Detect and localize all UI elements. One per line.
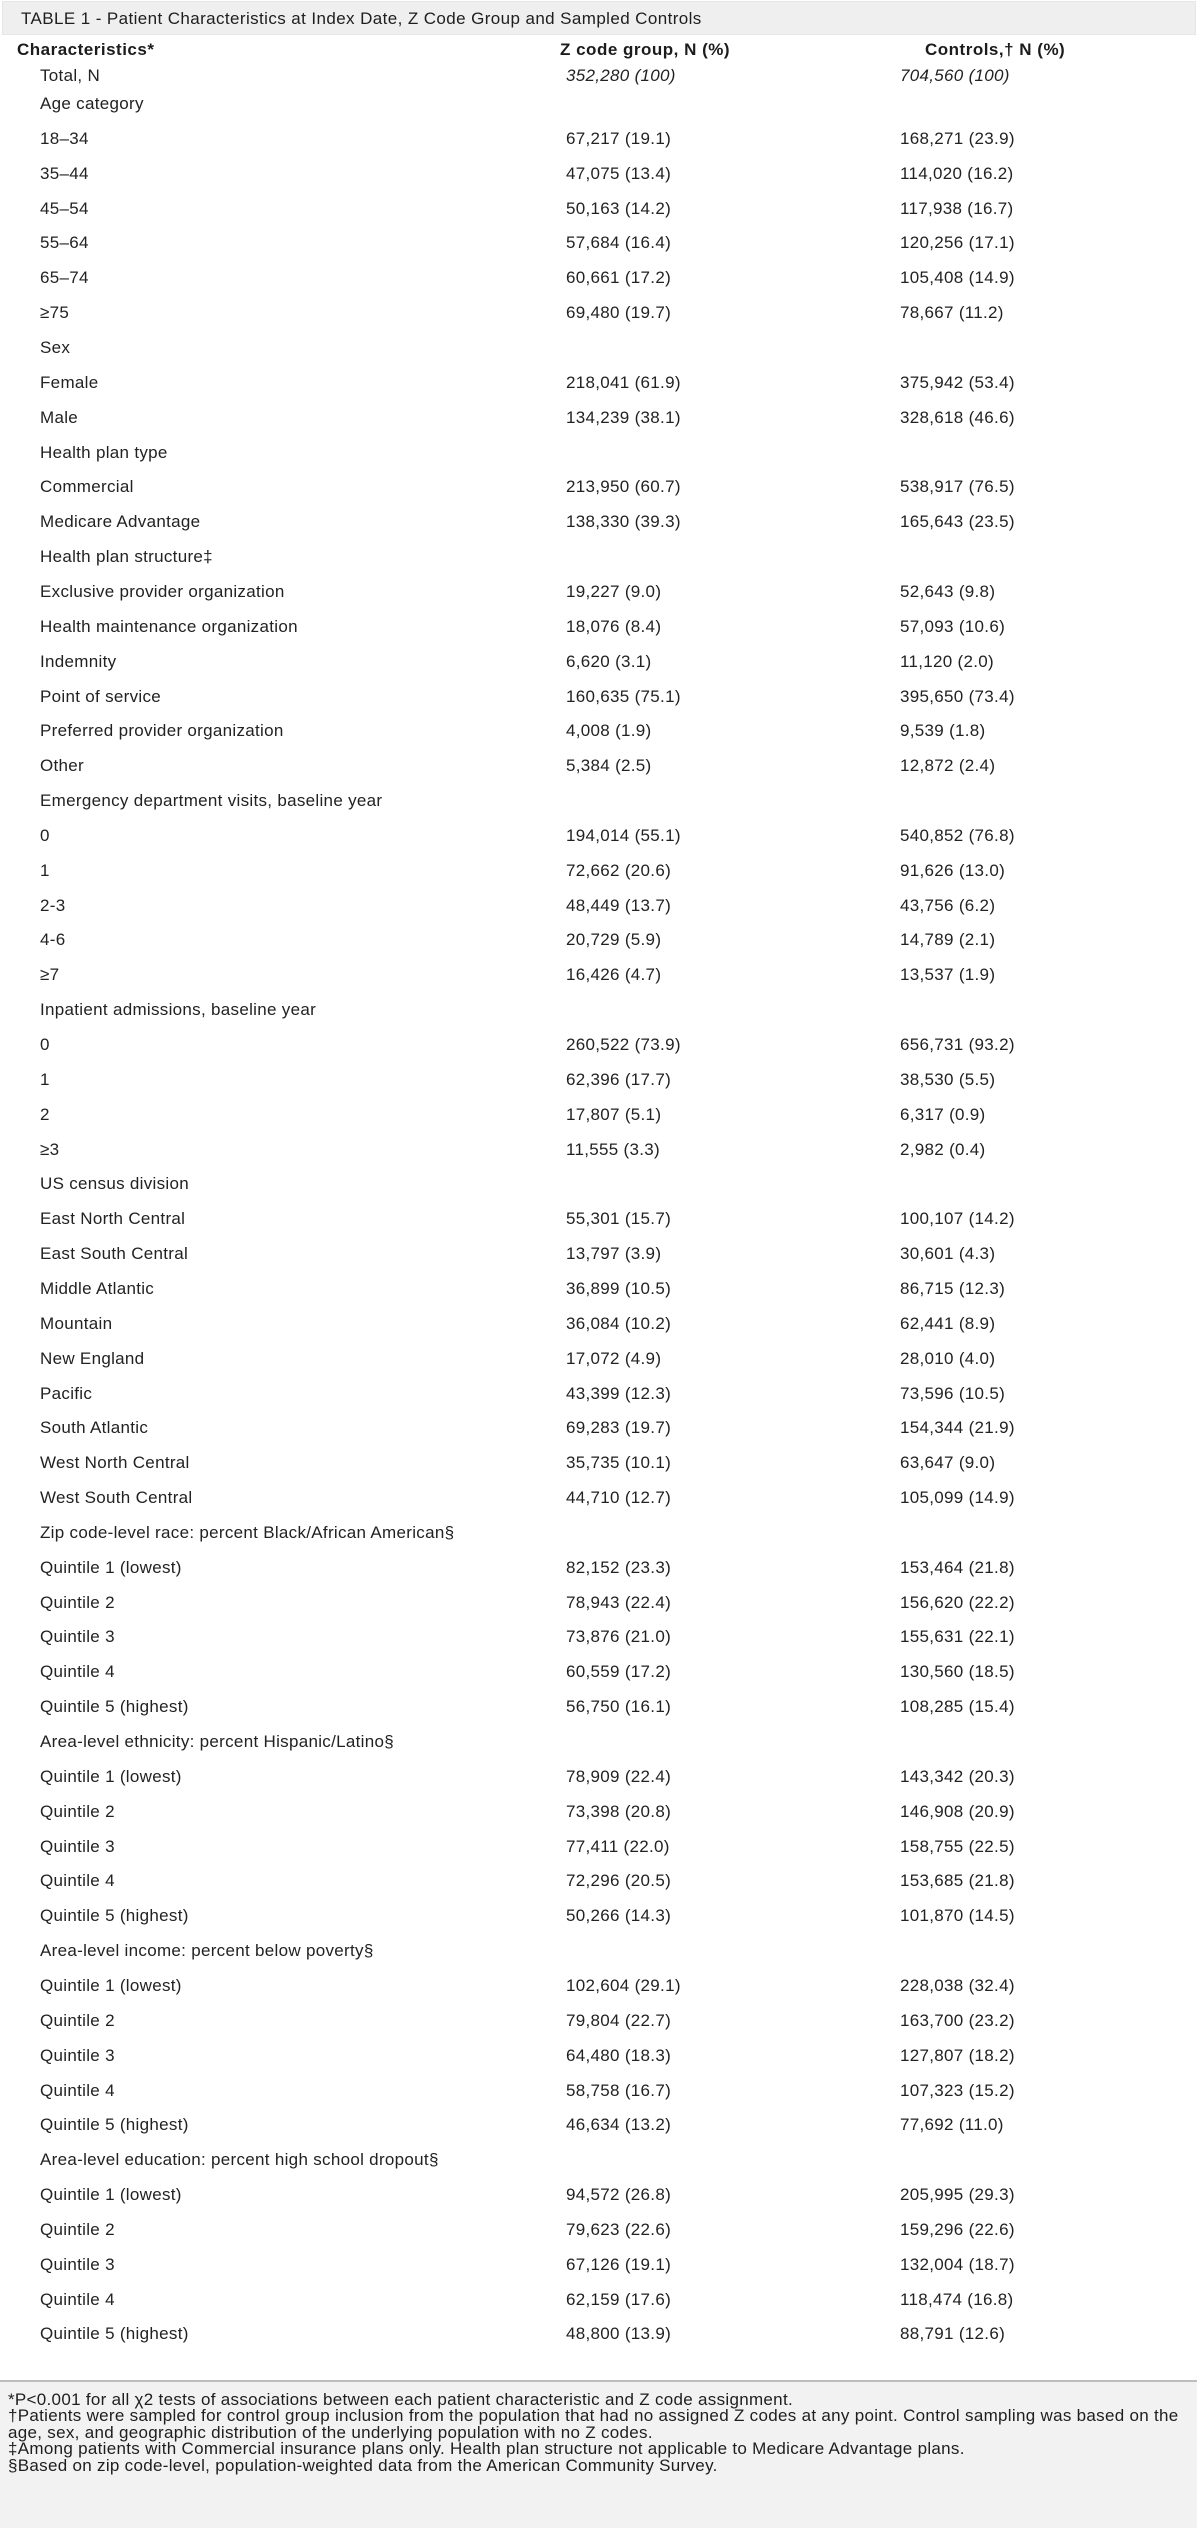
z-code-group-value: 47,075 (13.4) [566,163,672,183]
controls-value: 143,342 (20.3) [900,1766,1015,1786]
controls-value: 118,474 (16.8) [900,2289,1014,2309]
table-row [0,1139,1200,1174]
z-code-group-value: 78,943 (22.4) [566,1592,672,1612]
row-label: 35–44 [40,163,89,183]
controls-value: 2,982 (0.4) [900,1139,986,1159]
row-label: 2-3 [40,895,66,915]
table-row [0,1452,1200,1487]
table-row [0,1836,1200,1871]
z-code-group-value: 73,398 (20.8) [566,1801,672,1821]
z-code-group-value: 62,396 (17.7) [566,1069,672,1089]
table-footnotes [0,2380,1197,2528]
z-code-group-value: 82,152 (23.3) [566,1557,672,1577]
row-label: East South Central [40,1244,189,1263]
controls-value: 91,626 (13.0) [900,860,1006,880]
table-row [0,616,1200,651]
controls-value: 86,715 (12.3) [900,1278,1006,1298]
table-row [0,1034,1200,1069]
row-label: 0 [40,1035,50,1054]
z-code-group-value: 19,227 (9.0) [566,581,662,601]
controls-value: 165,643 (23.5) [900,512,1015,532]
controls-value: 132,004 (18.7) [900,2254,1015,2274]
table-row [0,198,1200,233]
row-label: Female [40,372,99,392]
controls-value: 117,938 (16.7) [900,198,1014,218]
section-header-row [0,790,1200,825]
z-code-group-value: 73,876 (21.0) [566,1627,672,1647]
z-code-group-value: 46,634 (13.2) [566,2115,672,2135]
z-code-group-value: 36,899 (10.5) [566,1278,672,1298]
controls-value: 73,596 (10.5) [900,1383,1006,1403]
controls-value: 105,408 (14.9) [900,268,1015,288]
z-code-group-value: 213,950 (60.7) [566,477,681,497]
z-code-group-value: 138,330 (39.3) [566,512,681,532]
controls-value: 163,700 (23.2) [900,2010,1015,2030]
controls-value: 538,917 (76.5) [900,477,1015,497]
row-label: Quintile 2 [40,1801,115,1821]
row-label: New England [40,1348,145,1368]
table-row [0,1801,1200,1836]
footnote-p-value: *P<0.001 for all χ2 tests of associations between each patient characteristic and Z code assignment. [8,2390,793,2409]
row-label: Quintile 2 [40,2219,115,2239]
z-code-group-value: 60,559 (17.2) [566,1662,672,1682]
table-row [0,1104,1200,1139]
controls-value: 11,120 (2.0) [900,651,995,671]
z-code-group-value: 160,635 (75.1) [566,686,681,706]
controls-value: 153,464 (21.8) [900,1557,1015,1577]
controls-value: 156,620 (22.2) [900,1592,1015,1612]
table-row [0,1208,1200,1243]
table-row [0,720,1200,755]
table-row [0,2184,1200,2219]
table-row [0,1975,1200,2010]
row-label: Quintile 3 [40,1627,115,1647]
controls-value: 130,560 (18.5) [900,1662,1015,1682]
controls-value: 63,647 (9.0) [900,1453,996,1473]
row-label: 45–54 [40,198,89,218]
row-label: Zip code-level race: percent Black/African American§ [40,1522,455,1542]
table-row [0,2289,1200,2324]
row-label: Quintile 1 (lowest) [40,2185,182,2204]
z-code-group-value: 72,662 (20.6) [566,860,672,880]
controls-value: 159,296 (22.6) [900,2219,1015,2239]
table-row [0,1905,1200,1940]
controls-value: 38,530 (5.5) [900,1069,996,1089]
row-label: Quintile 4 [40,1662,115,1682]
controls-value: 6,317 (0.9) [900,1104,986,1124]
z-code-group-value: 50,163 (14.2) [566,198,672,218]
controls-value: 153,685 (21.8) [900,1871,1015,1891]
footnote-health-plan-structure: ‡Among patients with Commercial insurance plans only. Health plan structure not applicable to Medicare Advantage plans. [8,2439,965,2459]
controls-value: 120,256 (17.1) [900,233,1015,253]
z-code-group-value: 18,076 (8.4) [566,616,662,636]
z-code-group-value: 13,797 (3.9) [566,1244,662,1263]
controls-value: 107,323 (15.2) [900,2080,1015,2100]
row-label: West South Central [40,1488,193,1507]
table-row [0,2010,1200,2045]
z-code-group-value: 57,684 (16.4) [566,233,672,253]
row-label: Quintile 1 (lowest) [40,1766,182,1786]
z-code-group-value: 69,480 (19.7) [566,303,672,323]
table-row [0,825,1200,860]
z-code-group-value: 11,555 (3.3) [566,1139,661,1159]
table-header [0,40,1200,64]
z-code-group-value: 44,710 (12.7) [566,1488,672,1507]
z-code-group-value: 48,449 (13.7) [566,895,672,915]
table-row [0,163,1200,198]
column-header-characteristics: Characteristics* [17,40,155,59]
row-label: Quintile 2 [40,2010,115,2030]
z-code-group-value: 64,480 (18.3) [566,2045,672,2065]
z-code-group-value: 134,239 (38.1) [566,407,681,427]
table-row [0,1348,1200,1383]
controls-value: 158,755 (22.5) [900,1836,1015,1856]
row-label: Health plan type [40,442,168,462]
z-code-group-value: 352,280 (100) [566,66,676,85]
controls-value: 108,285 (15.4) [900,1697,1015,1717]
table-row [0,2114,1200,2149]
z-code-group-value: 58,758 (16.7) [566,2080,672,2100]
section-header-row [0,546,1200,581]
footnote-controls-sampling: †Patients were sampled for control group inclusion from the population that had no assigned Z codes at any point. Control sampling was based on the age, sex, and geographic distribution of the underlying population with no Z codes. [8,2406,1179,2442]
controls-value: 155,631 (22.1) [900,1627,1015,1647]
table-row [0,2080,1200,2115]
z-code-group-value: 79,623 (22.6) [566,2219,672,2239]
controls-value: 154,344 (21.9) [900,1418,1015,1438]
row-label: 0 [40,825,50,845]
controls-value: 57,093 (10.6) [900,616,1006,636]
table-row [0,2219,1200,2254]
row-label: Quintile 4 [40,2080,115,2100]
row-label: Medicare Advantage [40,512,201,532]
row-label: South Atlantic [40,1418,149,1438]
table-row [0,407,1200,442]
row-label: Area-level education: percent high school dropout§ [40,2150,439,2170]
row-label: ≥7 [40,965,60,985]
table-row [0,1696,1200,1731]
controls-value: 78,667 (11.2) [900,303,1004,323]
controls-value: 205,995 (29.3) [900,2185,1015,2204]
z-code-group-value: 5,384 (2.5) [566,756,652,776]
table-row [0,511,1200,546]
table-row [0,2045,1200,2080]
row-label: Quintile 5 (highest) [40,1906,189,1926]
row-label: Age category [40,94,144,113]
table-title: TABLE 1 - Patient Characteristics at Index Date, Z Code Group and Sampled Controls [2,1,1196,35]
z-code-group-value: 36,084 (10.2) [566,1313,672,1333]
table-row [0,1383,1200,1418]
z-code-group-value: 17,072 (4.9) [566,1348,662,1368]
row-label: Total, N [40,66,101,85]
row-label: Emergency department visits, baseline year [40,791,383,810]
controls-value: 9,539 (1.8) [900,721,986,741]
row-label: Area-level ethnicity: percent Hispanic/Latino§ [40,1732,394,1751]
table-row [0,2323,1200,2358]
z-code-group-value: 48,800 (13.9) [566,2324,672,2344]
table-row [0,1069,1200,1104]
controls-value: 52,643 (9.8) [900,581,996,601]
controls-value: 13,537 (1.9) [900,965,996,985]
table-row [0,755,1200,790]
row-label: Point of service [40,686,162,706]
z-code-group-value: 6,620 (3.1) [566,651,652,671]
controls-value: 62,441 (8.9) [900,1313,996,1333]
row-label: Quintile 3 [40,2045,115,2065]
table-row [0,1626,1200,1661]
section-header-row [0,2149,1200,2184]
z-code-group-value: 102,604 (29.1) [566,1975,681,1995]
table-row [0,267,1200,302]
controls-value: 395,650 (73.4) [900,686,1015,706]
z-code-group-value: 17,807 (5.1) [566,1104,662,1124]
table-row [0,1661,1200,1696]
z-code-group-value: 72,296 (20.5) [566,1871,672,1891]
z-code-group-value: 50,266 (14.3) [566,1906,672,1926]
row-label: Health maintenance organization [40,616,298,636]
controls-value: 540,852 (76.8) [900,825,1015,845]
z-code-group-value: 62,159 (17.6) [566,2289,672,2309]
z-code-group-value: 78,909 (22.4) [566,1766,672,1786]
row-label: Pacific [40,1383,93,1403]
table-row [0,476,1200,511]
table-row [0,581,1200,616]
row-label: Quintile 4 [40,2289,115,2309]
z-code-group-value: 69,283 (19.7) [566,1418,672,1438]
row-label: Quintile 5 (highest) [40,2115,189,2135]
row-label: Other [40,756,85,776]
section-header-row [0,337,1200,372]
row-label: 1 [40,860,50,880]
table-row [0,1243,1200,1278]
z-code-group-value: 4,008 (1.9) [566,721,652,741]
row-label: Inpatient admissions, baseline year [40,1000,317,1020]
z-code-group-value: 56,750 (16.1) [566,1697,672,1717]
table-row [0,1278,1200,1313]
row-label: Male [40,407,79,427]
z-code-group-value: 60,661 (17.2) [566,268,672,288]
z-code-group-value: 55,301 (15.7) [566,1209,672,1229]
row-label: Commercial [40,477,134,497]
z-code-group-value: 194,014 (55.1) [566,825,681,845]
row-label: 18–34 [40,128,89,148]
row-label: 65–74 [40,268,89,288]
z-code-group-value: 94,572 (26.8) [566,2185,672,2204]
table-row [0,2254,1200,2289]
z-code-group-value: 35,735 (10.1) [566,1453,672,1473]
row-label: Quintile 3 [40,2254,115,2274]
controls-value: 146,908 (20.9) [900,1801,1015,1821]
z-code-group-value: 20,729 (5.9) [566,930,662,950]
row-label: Quintile 1 (lowest) [40,1557,182,1577]
row-label: Quintile 3 [40,1836,115,1856]
row-label: Indemnity [40,651,117,671]
z-code-group-value: 79,804 (22.7) [566,2010,672,2030]
table-row [0,1313,1200,1348]
row-label: ≥3 [40,1139,60,1159]
table-row [0,895,1200,930]
row-label: 4-6 [40,930,66,950]
z-code-group-value: 77,411 (22.0) [566,1836,670,1856]
section-header-row [0,442,1200,477]
controls-value: 105,099 (14.9) [900,1488,1015,1507]
table-row [0,232,1200,267]
row-label: Middle Atlantic [40,1278,155,1298]
section-header-row [0,1731,1200,1766]
table-row [0,929,1200,964]
row-label: 1 [40,1069,50,1089]
row-label: ≥75 [40,303,70,323]
controls-value: 12,872 (2.4) [900,756,996,776]
controls-value: 228,038 (32.4) [900,1975,1015,1995]
footnote-acs-data: §Based on zip code-level, population-weighted data from the American Community Survey. [8,2455,718,2475]
controls-value: 656,731 (93.2) [900,1035,1015,1054]
table-row [0,860,1200,895]
table-row [0,1487,1200,1522]
row-label: Quintile 5 (highest) [40,2324,189,2344]
row-label: Quintile 2 [40,1592,115,1612]
row-label: Sex [40,338,71,357]
row-label: Quintile 4 [40,1871,115,1891]
row-label: Health plan structure‡ [40,547,213,567]
section-header-row [0,1173,1200,1208]
table-row [0,1557,1200,1592]
controls-value: 77,692 (11.0) [900,2115,1004,2135]
table-row [0,651,1200,686]
table-row [0,686,1200,721]
table-row [0,1592,1200,1627]
row-label: East North Central [40,1209,186,1229]
controls-value: 28,010 (4.0) [900,1348,996,1368]
row-label: West North Central [40,1453,190,1473]
section-header-row [0,1522,1200,1557]
row-label: 2 [40,1104,50,1124]
table-row [0,1417,1200,1452]
row-label: US census division [40,1174,190,1194]
z-code-group-value: 16,426 (4.7) [566,965,662,985]
controls-value: 43,756 (6.2) [900,895,996,915]
column-header-controls: Controls,† N (%) [925,40,1066,59]
column-header-z-code-group: Z code group, N (%) [560,40,731,59]
row-label: 55–64 [40,233,89,253]
table-row [0,302,1200,337]
row-label: Area-level income: percent below poverty§ [40,1941,374,1961]
controls-value: 101,870 (14.5) [900,1906,1015,1926]
controls-value: 114,020 (16.2) [900,163,1014,183]
z-code-group-value: 67,126 (19.1) [566,2254,672,2274]
table-row [0,372,1200,407]
z-code-group-value: 218,041 (61.9) [566,372,681,392]
z-code-group-value: 43,399 (12.3) [566,1383,672,1403]
table-row [0,128,1200,163]
row-label: Preferred provider organization [40,721,284,741]
controls-value: 100,107 (14.2) [900,1209,1015,1229]
controls-value: 14,789 (2.1) [900,930,996,950]
table-row [0,964,1200,999]
controls-value: 88,791 (12.6) [900,2324,1006,2344]
section-header-row [0,1940,1200,1975]
z-code-group-value: 260,522 (73.9) [566,1035,681,1054]
controls-value: 168,271 (23.9) [900,128,1015,148]
section-header-row [0,93,1200,128]
controls-value: 328,618 (46.6) [900,407,1015,427]
section-header-row [0,999,1200,1034]
controls-value: 375,942 (53.4) [900,372,1015,392]
row-label: Quintile 1 (lowest) [40,1975,182,1995]
row-label: Exclusive provider organization [40,581,285,601]
row-label: Mountain [40,1313,113,1333]
z-code-group-value: 67,217 (19.1) [566,128,672,148]
row-label: Quintile 5 (highest) [40,1697,189,1717]
controls-value: 30,601 (4.3) [900,1244,996,1263]
table-row [0,1870,1200,1905]
controls-value: 704,560 (100) [900,66,1010,85]
controls-value: 127,807 (18.2) [900,2045,1015,2065]
table-row [0,1766,1200,1801]
